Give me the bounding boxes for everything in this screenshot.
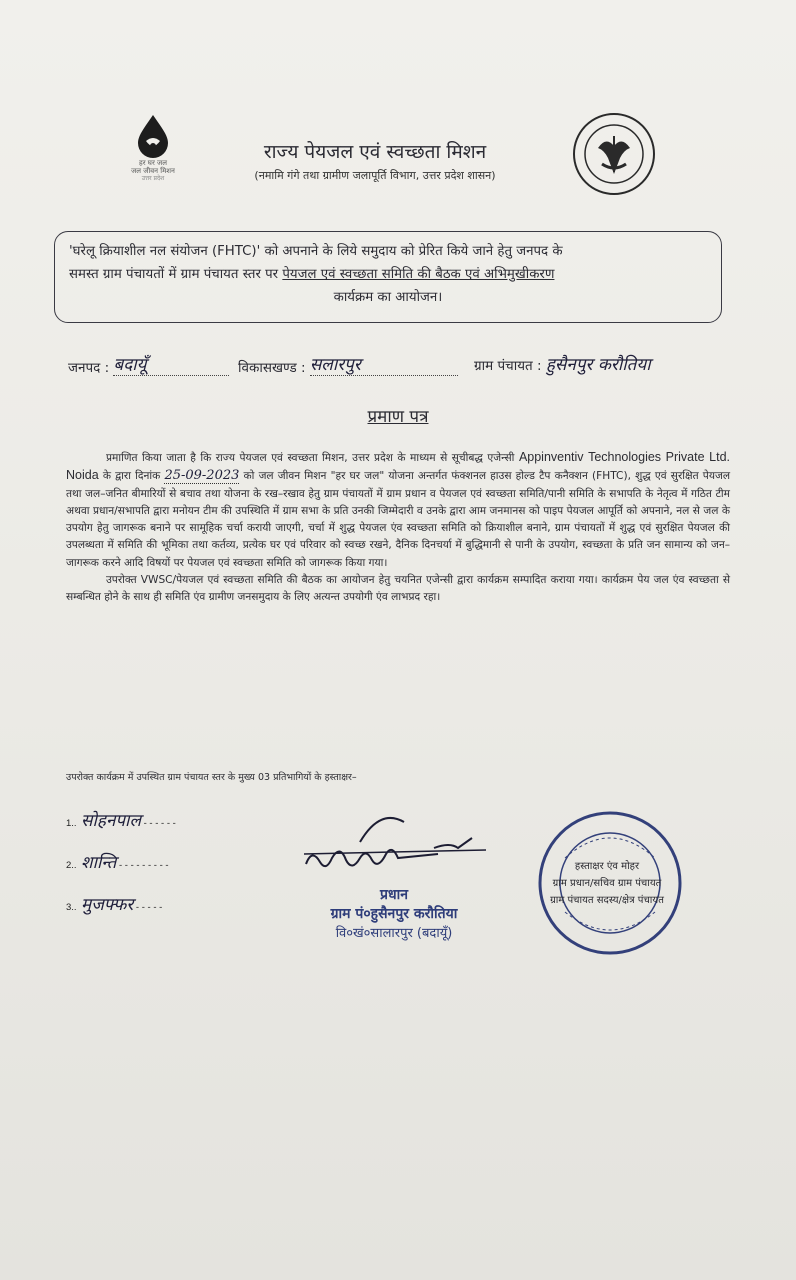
district-field xyxy=(68,352,229,376)
mission-title: राज्य पेयजल एवं स्वच्छता मिशन xyxy=(263,141,487,163)
participant-number: 1 xyxy=(66,818,72,829)
authority-signature-block xyxy=(518,858,696,909)
program-notice-box xyxy=(54,231,722,323)
block-label: विकासखण्ड : xyxy=(238,360,306,376)
authority-line-1: हस्ताक्षर एंव मोहर xyxy=(574,861,640,872)
stamp-line-1: प्रधान xyxy=(380,887,408,903)
participant-number: 3 xyxy=(66,902,72,913)
p1-part-b: के द्वारा दिनांक xyxy=(98,470,161,483)
stamp-line-3: वि०खं०सालारपुर (बदायूँ) xyxy=(335,926,453,941)
participants-heading: उपरोक्त कार्यक्रम में उपस्थित ग्राम पंचायत स्तर के मुख्य 03 प्रतिभागियों के हस्ताक्षर– xyxy=(66,772,357,783)
participant-number-dots: .. xyxy=(71,818,77,829)
agency-name-1: Appinventiv xyxy=(518,450,584,464)
notice-line-2-underlined: पेयजल एवं स्वच्छता समिति की बैठक एवं अभिमुखीकरण xyxy=(282,267,555,282)
p1-part-c: को जल जीवन मिशन "हर घर जल" योजना अन्तर्गत फंक्शनल हाउस होल्ड टैप कनैक्शन (FHTC), शुद्ध एवं सुरक्षित पेयजल तथा जल–जनित बीमारियों से बचाव तथा योजना के रख–रखाव हेतु ग्राम पंचायतों में ग्राम प्रधान व पेयजल एवं स्वच्छता समिति/पानी समिति के सभापति के नेतृत्व में गठित टीम अथवा प्रधान/सभापति द्वारा मनोयन टीम की उपस्थिति में ग्राम सभा के प्रति उनकी जिम्मेदारी व उनके द्वारा आम जनमानस को पाइप पेयजल आपूर्ति को अपनाने, नल से जल के उपयोग हेतु जागरूक बनाने पर सामूहिक चर्चा करायी जाएगी, चर्चा में शुद्ध पेयजल एंव स्वच्छता समिति को क्रियाशील बनाने, ग्राम पंचायतों में शुद्ध एवं सुरक्षित पेयजल की उपलब्धता में समिति की भूमिका तथा कर्तव्य, प्रत्येक घर एवं परिवार को स्वच्छ रखने, दैनिक दिनचर्या में बुद्धिमानी से पानी के उपयोग, स्वच्छता के प्रति जन सामान्य को जन–जागरूक करने आदि विषयों पर पेयजल एवं स्वच्छता समिति को जागरूक किया गया। xyxy=(66,470,731,569)
district-label: जनपद : xyxy=(68,360,110,376)
block-field xyxy=(238,352,458,376)
notice-line-1: 'घरेलू क्रियाशील नल संयोजन (FHTC)' को अपनाने के लिये समुदाय को प्रेरित किये जाने हेतु जनपद के xyxy=(69,244,563,259)
participant-signature-3 xyxy=(66,892,162,915)
notice-line-2-prefix: समस्त ग्राम पंचायतों में ग्राम पंचायत स्तर पर xyxy=(69,267,283,282)
stamp-line-2: ग्राम पं०हुसैनपुर करौतिया xyxy=(330,906,458,922)
participant-dash-line: - - - - - - - - - xyxy=(116,860,169,871)
panchayat-field xyxy=(474,352,651,375)
notice-line-3: कार्यक्रम का आयोजन। xyxy=(333,290,443,305)
participant-signature-1 xyxy=(66,808,176,831)
participant-signature-2 xyxy=(66,850,169,873)
certificate-body xyxy=(66,449,730,607)
district-value-line xyxy=(113,352,229,376)
certificate-paragraph-1 xyxy=(66,449,730,572)
certificate-heading: प्रमाण पत्र xyxy=(367,407,429,427)
agency-name-2: Technologies Private Ltd. Noida xyxy=(66,450,731,483)
participant-dash-line: - - - - - xyxy=(133,902,163,913)
water-drop-icon xyxy=(133,113,173,159)
logo-text-2: जल जीवन मिशन xyxy=(131,167,175,175)
participant-name: मुजफ्फर xyxy=(81,895,134,915)
participant-name: सोहनपाल xyxy=(81,811,141,831)
block-value-line xyxy=(310,352,458,376)
district-value: बदायूँ xyxy=(113,355,147,375)
participant-number-dots: .. xyxy=(71,902,77,913)
panchayat-label: ग्राम पंचायत : xyxy=(474,358,542,374)
participant-number-dots: .. xyxy=(71,860,77,871)
participant-number: 2 xyxy=(66,860,72,871)
pradhan-stamp xyxy=(308,886,480,943)
jal-jeevan-mission-logo xyxy=(128,113,178,191)
up-government-seal-icon xyxy=(572,112,656,196)
p1-part-a: प्रमाणित किया जाता है कि राज्य पेयजल एवं स्वच्छता मिशन, उत्तर प्रदेश के माध्यम से सूचीबद्ध एजेन्सी xyxy=(106,452,519,464)
mission-subtitle: (नमामि गंगे तथा ग्रामीण जलापूर्ति विभाग, उत्तर प्रदेश शासन) xyxy=(254,169,496,182)
logo-text-3: उत्तर प्रदेश xyxy=(141,175,165,182)
authority-line-3: ग्राम पंचायत सदस्य/क्षेत्र पंचायत xyxy=(550,895,664,906)
program-date: 25-09-2023 xyxy=(164,468,240,484)
notice-line-2 xyxy=(69,263,707,286)
block-value: सलारपुर xyxy=(309,355,361,375)
panchayat-value: हुसैनपुर करौतिया xyxy=(545,355,651,375)
participant-dash-line: - - - - - - xyxy=(140,818,176,829)
authority-line-2: ग्राम प्रधान/सचिव ग्राम पंचायत xyxy=(552,878,662,889)
pradhan-signature-scribble xyxy=(300,812,490,882)
participant-name: शान्ति xyxy=(81,853,117,873)
logo-text-1: हर घर जल xyxy=(139,159,167,167)
certificate-paragraph-2: उपरोक्त VWSC/पेयजल एवं स्वच्छता समिति की बैठक का आयोजन हेतु चयनित एजेन्सी द्वारा कार्यक्रम सम्पादित कराया गया। कार्यक्रम पेय जल एंव स्वच्छता से सम्बन्धित होने के साथ ही समिति एंव ग्रामीण जनसमुदाय के लिए अत्यन्त उपयोगी एंव लाभप्रद रहा। xyxy=(66,574,730,604)
